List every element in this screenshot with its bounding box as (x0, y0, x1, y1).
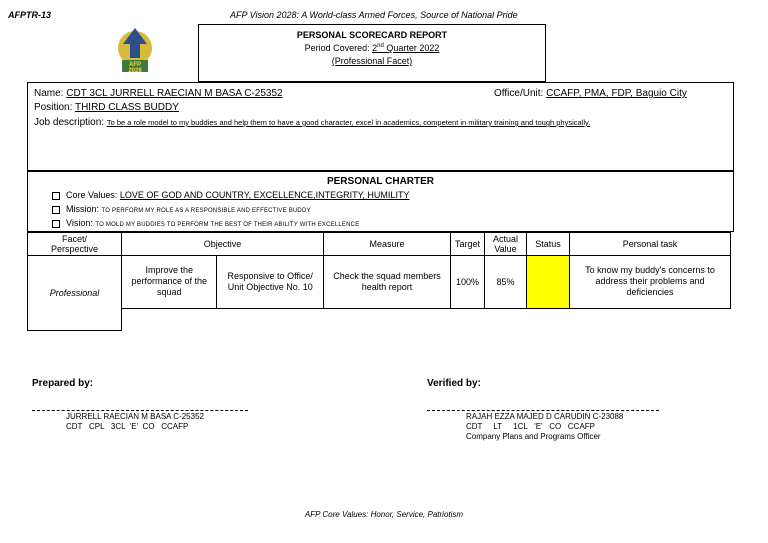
office-value: CCAFP, PMA, FDP, Baguio City (546, 88, 687, 99)
mission-line (52, 204, 311, 214)
title-box (198, 24, 546, 82)
scorecard-table (27, 232, 731, 331)
core-label: Core Values: (66, 190, 118, 200)
checkbox-icon (52, 220, 60, 228)
prepared-by-label: Prepared by: (32, 378, 94, 389)
report-title: PERSONAL SCORECARD REPORT (296, 30, 448, 40)
header-status: Status (527, 233, 570, 256)
period-rest: Quarter 2022 (383, 43, 440, 53)
vision-label: Vision: (66, 218, 93, 228)
mission-label: Mission: (66, 204, 100, 214)
period-sup: nd (377, 43, 384, 49)
vision-value: TO MOLD MY BUDDIES TO PERFORM THE BEST OF THEIR ABILITY WITH EXCELLENCE (95, 222, 360, 228)
job-line (34, 117, 590, 128)
charter-title: PERSONAL CHARTER (326, 176, 435, 187)
office-label: Office/Unit: (494, 88, 544, 99)
table-empty-row (28, 308, 731, 330)
cell-objective-a: Improve the performance of the squad (122, 256, 217, 309)
header-objective: Objective (122, 233, 324, 256)
mission-value: TO PERFORM MY ROLE AS A RESPONSIBLE AND EFFECTIVE BUDDY (101, 208, 311, 214)
name-value: CDT 3CL JURRELL RAECIAN M BASA C-25352 (66, 88, 283, 99)
period-num: 2 (372, 43, 378, 53)
charter-box (27, 171, 734, 232)
vision-charter-line (52, 218, 359, 228)
verified-by-label: Verified by: (427, 378, 481, 389)
header-actual: Actual Value (485, 233, 527, 256)
prepared-rank: CDT CPL 3CL 'E' CO CCAFP (66, 422, 189, 431)
name-label: Name: (34, 88, 64, 99)
header-measure: Measure (324, 233, 451, 256)
prepared-signature-line (32, 410, 248, 411)
logo-text: AFP 2028 (128, 62, 142, 74)
verified-signature-line (427, 410, 659, 411)
job-value: To be a role model to my buddies and help them to have a good character, excel in academics, competent in military training and tough physically. (106, 118, 591, 127)
core-value: LOVE OF GOD AND COUNTRY, EXCELLENCE,INTEGRITY, HUMILITY (119, 190, 410, 200)
footer-core-values: AFP Core Values: Honor, Service, Patriotism (304, 510, 464, 519)
table-row (28, 256, 731, 309)
checkbox-icon (52, 206, 60, 214)
cell-measure: Check the squad members health report (324, 256, 451, 309)
position-line (34, 102, 179, 113)
vision-line: AFP Vision 2028: A World-class Armed Forces, Source of National Pride (230, 10, 518, 20)
verified-rank: CDT LT 1CL 'E' CO CCAFP (466, 422, 596, 431)
position-value: THIRD CLASS BUDDY (74, 102, 179, 113)
verified-title: Company Plans and Programs Officer (466, 432, 601, 441)
period-prefix: Period Covered: (304, 43, 373, 53)
cell-task: To know my buddy's concerns to address their problems and deficiencies (570, 256, 731, 309)
verified-name: RAJAH EZZA MAJED D CARUDIN C-23088 (466, 412, 624, 421)
cell-facet: Professional (28, 256, 122, 331)
form-code: AFPTR-13 (8, 10, 52, 20)
position-label: Position: (34, 102, 73, 113)
empty-cell (122, 308, 731, 330)
header-target: Target (451, 233, 485, 256)
header-task: Personal task (570, 233, 731, 256)
name-line (34, 88, 283, 99)
facet-label: (Professional Facet) (331, 56, 413, 66)
checkbox-icon (52, 192, 60, 200)
info-box (27, 82, 734, 171)
header-facet: Facet/ Perspective (28, 233, 122, 256)
prepared-name: JURRELL RAECIAN M BASA C-25352 (66, 412, 204, 421)
office-line (494, 88, 687, 99)
cell-status (527, 256, 570, 309)
cell-objective-b: Responsive to Office/ Unit Objective No. 10 (217, 256, 324, 309)
period-covered (199, 43, 545, 53)
table-header-row (28, 233, 731, 256)
afp-logo (112, 24, 158, 76)
cell-target: 100% (451, 256, 485, 309)
cell-actual: 85% (485, 256, 527, 309)
job-label: Job description: (34, 117, 105, 128)
core-values-line (52, 190, 409, 200)
